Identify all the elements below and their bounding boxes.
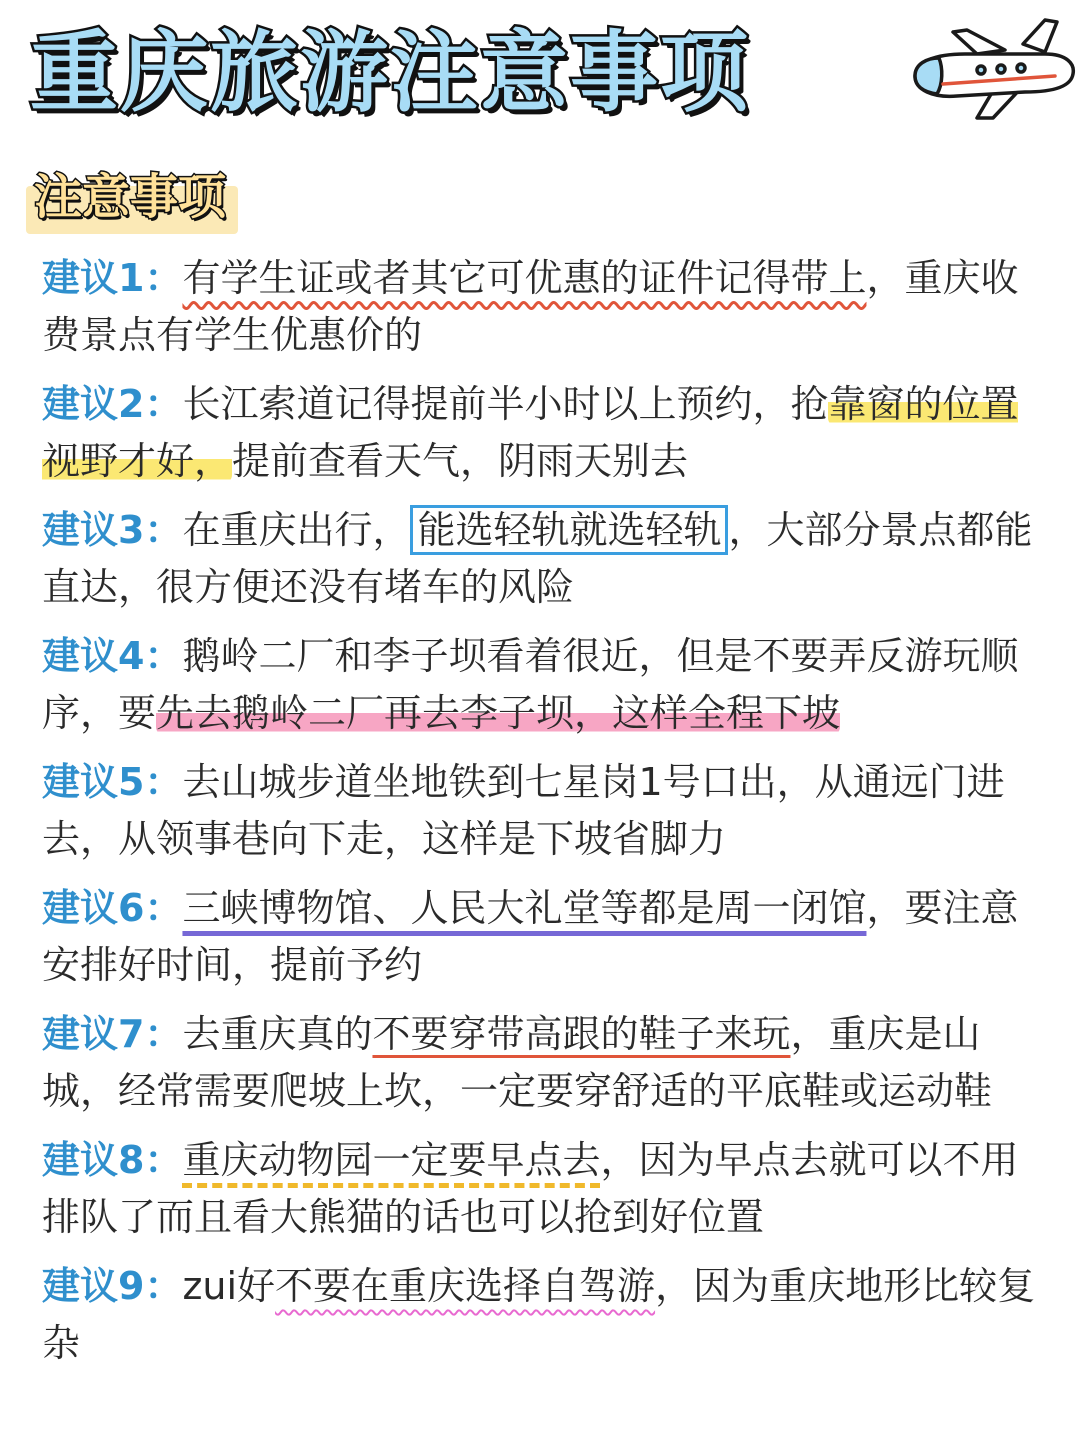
tip-text: 提前查看天气，阴雨天别去 [232, 439, 689, 483]
tip-emphasis: 能选轻轨就选轻轨 [410, 505, 728, 555]
tip-text: ，重庆收费景点有学生优惠价的 [42, 256, 1019, 357]
tip-text: 长江索道记得提前半小时以上预约，抢 [182, 382, 829, 426]
tip-emphasis: 有学生证或者其它可优惠的证件记得带上 [182, 256, 867, 300]
tip-label: 建议1： [42, 256, 183, 300]
tip-label: 建议4： [42, 634, 183, 678]
tip-emphasis: 先去鹅岭二厂再去李子坝，这样全程下坡 [156, 691, 841, 735]
tip-text: ，要注意安排好时间，提前予约 [42, 886, 1019, 987]
tip-5 [42, 754, 1052, 868]
section-heading: 注意事项 [34, 169, 227, 225]
tip-text: 去山城步道坐地铁到七星岗1号口出，从通远门进去，从领事巷向下走，这样是下坡省脚力 [42, 760, 1005, 861]
tip-7 [42, 1006, 1052, 1120]
tip-emphasis: 三峡博物馆、人民大礼堂等都是周一闭馆 [182, 886, 867, 930]
page-title: 重庆旅游注意事项 [30, 21, 751, 124]
airplane-icon [905, 14, 1080, 124]
tip-1 [42, 250, 1052, 364]
tip-text: ，重庆是山城，经常需要爬坡上坎，一定要穿舒适的平底鞋或运动鞋 [42, 1012, 993, 1113]
tip-emphasis: 靠窗的位置视野才好， [42, 382, 1019, 483]
tip-label: 建议7： [42, 1012, 183, 1056]
tip-3 [42, 502, 1052, 616]
tip-text: ，大部分景点都能直达，很方便还没有堵车的风险 [42, 508, 1033, 609]
tip-label: 建议2： [42, 382, 183, 426]
tip-2 [42, 376, 1052, 490]
tip-label: 建议8： [42, 1138, 183, 1182]
tip-emphasis: 重庆动物园一定要早点去 [182, 1138, 601, 1182]
tip-text: 在重庆出行， [182, 508, 411, 552]
tip-label: 建议6： [42, 886, 183, 930]
tip-label: 建议3： [42, 508, 183, 552]
tip-4 [42, 628, 1052, 742]
tips-list [42, 250, 1052, 1384]
tip-text: ，因为早点去就可以不用排队了而且看大熊猫的话也可以抢到好位置 [42, 1138, 1019, 1239]
tip-label: 建议9： [42, 1264, 183, 1308]
tip-label: 建议5： [42, 760, 183, 804]
tip-emphasis: 不要穿带高跟的鞋子来玩 [372, 1012, 791, 1056]
tip-text: 去重庆真的 [182, 1012, 373, 1056]
tip-6 [42, 880, 1052, 994]
tip-text: 鹅岭二厂和李子坝看着很近，但是不要弄反游玩顺序，要 [42, 634, 1019, 735]
tip-text: zui好 [182, 1264, 276, 1308]
tip-8 [42, 1132, 1052, 1246]
tip-emphasis: 不要在重庆选择自驾游 [275, 1264, 656, 1308]
tip-9 [42, 1258, 1052, 1372]
tip-text: ，因为重庆地形比较复杂 [42, 1264, 1036, 1365]
